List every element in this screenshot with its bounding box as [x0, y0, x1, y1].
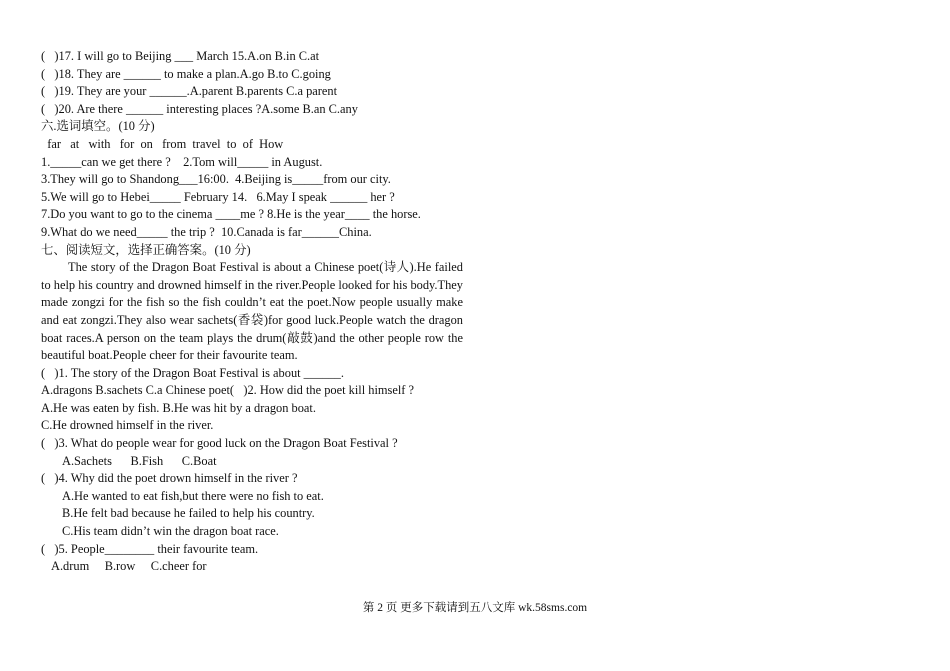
fill-blank-5-6: 5.We will go to Hebei_____ February 14. 6.May I speak ______ her ?	[41, 189, 395, 204]
reading-options-5: A.drum B.row C.cheer for	[51, 559, 207, 574]
reading-question-1: ( )1. The story of the Dragon Boat Festival is about ______.	[41, 365, 344, 380]
reading-options-2-ab: A.He was eaten by fish. B.He was hit by a dragon boat.	[41, 400, 316, 415]
fill-blank-9-10: 9.What do we need_____ the trip ? 10.Canada is far______China.	[41, 224, 372, 239]
question-19: ( )19. They are your ______.A.parent B.parents C.a parent	[41, 84, 338, 99]
section-6-heading: 六.选词填空。(10 分)	[41, 119, 155, 134]
word-bank: far at with for on from travel to of How	[41, 136, 284, 151]
question-18: ( )18. They are ______ to make a plan.A.go B.to C.going	[41, 66, 331, 81]
reading-option-4a: A.He wanted to eat fish,but there were no fish to eat.	[62, 488, 324, 503]
reading-options-3: A.Sachets B.Fish C.Boat	[62, 453, 217, 468]
reading-options-2-c: C.He drowned himself in the river.	[41, 418, 214, 433]
question-17: ( )17. I will go to Beijing ___ March 15.A.on B.in C.at	[41, 49, 320, 63]
reading-option-4b: B.He felt bad because he failed to help his country.	[62, 506, 315, 521]
reading-passage-text: The story of the Dragon Boat Festival is about a Chinese poet(诗人).He failed to help his country and drowned himself in the river.People looked for his body.They made zongzi for the fish so the fish couldn’t eat the poet.Now people usually make and eat zongzi.They also wear sachets(香袋)for good luck.People watch the dragon boat races.A person on the team plays the drum(敲鼓)and the other people row the beautiful boat.People cheer for their favourite team.	[41, 260, 463, 363]
reading-question-4: ( )4. Why did the poet drown himself in the river ?	[41, 471, 298, 486]
text-column	[41, 48, 463, 576]
question-20: ( )20. Are there ______ interesting places ?A.some B.an C.any	[41, 101, 358, 116]
fill-blank-3-4: 3.They will go to Shandong___16:00. 4.Beijing is_____from our city.	[41, 172, 391, 187]
reading-option-4c: C.His team didn’t win the dragon boat race.	[62, 524, 279, 539]
section-7-heading: 七、阅读短文，选择正确答案。(10 分)	[41, 242, 251, 257]
fill-blank-1-2: 1._____can we get there ? 2.Tom will_____ in August.	[41, 154, 323, 169]
reading-passage	[41, 259, 463, 365]
fill-blank-7-8: 7.Do you want to go to the cinema ____me ? 8.He is the year____ the horse.	[41, 207, 421, 222]
reading-options-1-question-2: A.dragons B.sachets C.a Chinese poet( )2. How did the poet kill himself ?	[41, 383, 415, 398]
reading-question-5: ( )5. People________ their favourite team.	[41, 541, 259, 556]
page-footer: 第 2 页 更多下载请到五八文库 wk.58sms.com	[362, 602, 588, 614]
reading-question-3: ( )3. What do people wear for good luck on the Dragon Boat Festival ?	[41, 436, 398, 451]
